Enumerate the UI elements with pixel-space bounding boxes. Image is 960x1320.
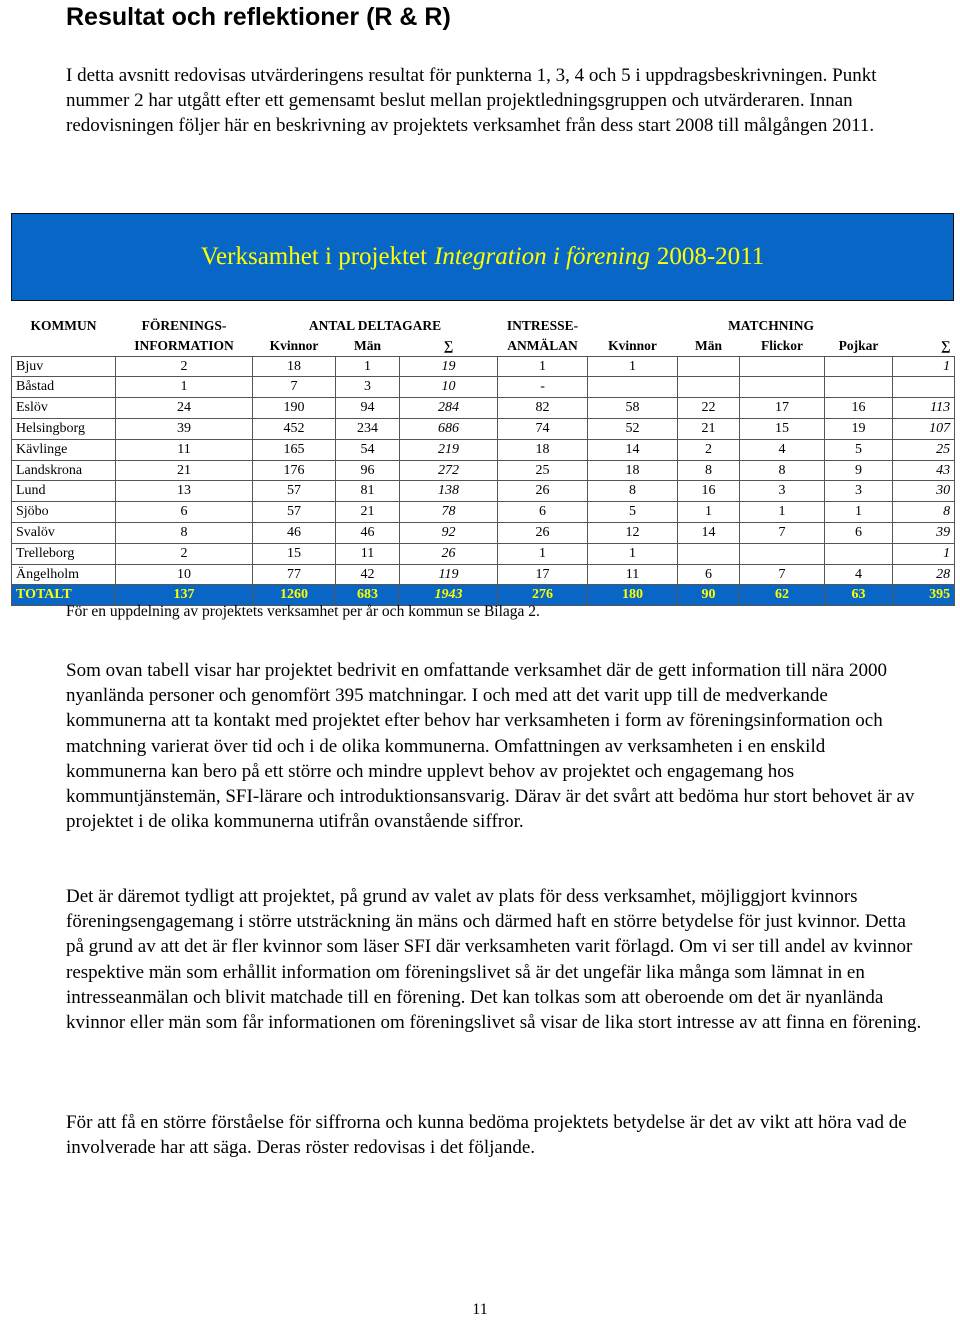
cell-intresseanmalan: 18 [498, 439, 588, 460]
cell-intresseanmalan: 1 [498, 543, 588, 564]
header-man: Män [354, 337, 381, 353]
cell-matchning-flickor: 15 [740, 418, 825, 439]
cell-kommun: Bjuv [12, 356, 116, 377]
cell-matchning-kvinnor: 18 [588, 460, 678, 481]
cell-man: 54 [336, 439, 400, 460]
cell-matchning-kvinnor: 180 [588, 585, 678, 606]
cell-kommun: Lund [12, 481, 116, 502]
cell-intresseanmalan: 74 [498, 418, 588, 439]
cell-kvinnor: 57 [253, 502, 336, 523]
cell-matchning-kvinnor: 12 [588, 522, 678, 543]
cell-foreningsinfo: 2 [116, 356, 253, 377]
cell-matchning-kvinnor: 11 [588, 564, 678, 585]
cell-sum: 92 [400, 522, 498, 543]
activity-table [11, 316, 955, 606]
cell-matchning-man: 16 [678, 481, 740, 502]
cell-matchning-sum: 107 [893, 418, 955, 439]
header-foreningsinfo-2: INFORMATION [134, 337, 234, 353]
cell-intresseanmalan: 26 [498, 481, 588, 502]
cell-kommun: Eslöv [12, 398, 116, 419]
table-header-row-2 [12, 336, 955, 356]
cell-matchning-sum: 395 [893, 585, 955, 606]
cell-kommun: Ängelholm [12, 564, 116, 585]
cell-matchning-sum: 8 [893, 502, 955, 523]
cell-intresseanmalan: 82 [498, 398, 588, 419]
cell-man: 11 [336, 543, 400, 564]
cell-intresseanmalan: 26 [498, 522, 588, 543]
cell-foreningsinfo: 8 [116, 522, 253, 543]
cell-foreningsinfo: 6 [116, 502, 253, 523]
cell-matchning-flickor: 1 [740, 502, 825, 523]
header-kommun: KOMMUN [30, 318, 97, 333]
cell-man: 234 [336, 418, 400, 439]
header-matchning-pojkar: Pojkar [838, 337, 879, 353]
cell-sum: 272 [400, 460, 498, 481]
cell-kommun: Kävlinge [12, 439, 116, 460]
header-foreningsinfo: FÖRENINGS- [141, 318, 227, 333]
cell-man: 42 [336, 564, 400, 585]
table-row [12, 502, 955, 523]
cell-man: 96 [336, 460, 400, 481]
cell-man: 94 [336, 398, 400, 419]
header-matchning-sum: ∑ [940, 337, 951, 353]
cell-matchning-kvinnor: 58 [588, 398, 678, 419]
cell-kvinnor: 18 [253, 356, 336, 377]
body-paragraph-1: Som ovan tabell visar har projektet bedrivit en omfattande verksamhet där de gett information till nära 2000 nyanlända personer och genomfört 395 matchningar. I och med att det varit upp till de medverkande kommunerna att ta kontakt med projektet efter behov har verksamheten i form av föreningsinformation och matchning varierat över tid och i de olika kommunerna. Omfattningen av verksamheten i en enskild kommunerna kan bero på ett större och mindre upplevt behov av projektet och engagemang hos kommuntjänstemän, SFI-lärare och introduktionsansvarig. Därav är det svårt att bedöma hur stort behovet är av projektet i de olika kommunerna utifrån ovanstående siffror. [66, 660, 915, 833]
cell-kommun: Båstad [12, 377, 116, 398]
page-heading: Resultat och reflektioner (R & R) [66, 3, 451, 31]
cell-man: 46 [336, 522, 400, 543]
cell-matchning-man: 14 [678, 522, 740, 543]
cell-matchning-sum: 43 [893, 460, 955, 481]
page-number: 11 [472, 1301, 488, 1318]
cell-matchning-man: 6 [678, 564, 740, 585]
cell-foreningsinfo: 13 [116, 481, 253, 502]
cell-matchning-flickor: 62 [740, 585, 825, 606]
cell-matchning-flickor: 4 [740, 439, 825, 460]
cell-kvinnor: 176 [253, 460, 336, 481]
table-row [12, 418, 955, 439]
banner-title-pre: Verksamhet i projektet [200, 243, 428, 270]
cell-kvinnor: 165 [253, 439, 336, 460]
cell-sum: 686 [400, 418, 498, 439]
cell-matchning-kvinnor [588, 377, 678, 398]
cell-foreningsinfo: 2 [116, 543, 253, 564]
cell-matchning-sum: 30 [893, 481, 955, 502]
cell-sum: 26 [400, 543, 498, 564]
cell-matchning-sum [893, 377, 955, 398]
table-title-banner [11, 213, 954, 301]
cell-matchning-pojkar: 1 [825, 502, 893, 523]
cell-intresseanmalan: 25 [498, 460, 588, 481]
cell-matchning-pojkar: 4 [825, 564, 893, 585]
cell-matchning-sum: 25 [893, 439, 955, 460]
table-row [12, 543, 955, 564]
cell-sum: 19 [400, 356, 498, 377]
cell-kvinnor: 7 [253, 377, 336, 398]
cell-sum: 119 [400, 564, 498, 585]
header-kvinnor: Kvinnor [269, 337, 319, 353]
cell-man: 683 [336, 585, 400, 606]
cell-man: 21 [336, 502, 400, 523]
cell-matchning-pojkar: 3 [825, 481, 893, 502]
cell-matchning-man: 22 [678, 398, 740, 419]
cell-matchning-pojkar: 9 [825, 460, 893, 481]
cell-intresseanmalan: 17 [498, 564, 588, 585]
cell-matchning-kvinnor: 5 [588, 502, 678, 523]
table-row [12, 377, 955, 398]
table-footnote: För en uppdelning av projektets verksamhet per år och kommun se Bilaga 2. [66, 603, 540, 620]
cell-sum: 219 [400, 439, 498, 460]
cell-kvinnor: 57 [253, 481, 336, 502]
body-paragraph-2: Det är däremot tydligt att projektet, på grund av valet av plats för dess verksamhet, möjliggjort kvinnors föreningsengagemang i större utsträckning än mäns och därmed haft en större betydelse för just kvinnor. Detta på grund av att det är fler kvinnor som läser SFI där verksamheten varit förlagd. Om vi ser till andel av kvinnor respektive män som erhållit information om föreningslivet så är det ungefär lika många som lämnat in en intresseanmälan och blivit matchade till en förening. Det kan tolkas som att oberoende om det är nyanlända kvinnor eller män som får informationen om föreningslivet så visar de lika stort intresse av att finna en förening. [66, 886, 922, 1034]
cell-matchning-man: 8 [678, 460, 740, 481]
cell-matchning-flickor: 3 [740, 481, 825, 502]
cell-matchning-flickor: 7 [740, 522, 825, 543]
table-header-row-1 [12, 316, 955, 336]
cell-foreningsinfo: 11 [116, 439, 253, 460]
cell-matchning-pojkar: 19 [825, 418, 893, 439]
cell-kommun: Sjöbo [12, 502, 116, 523]
cell-matchning-sum: 113 [893, 398, 955, 419]
cell-foreningsinfo: 24 [116, 398, 253, 419]
cell-matchning-flickor: 17 [740, 398, 825, 419]
cell-kvinnor: 46 [253, 522, 336, 543]
cell-intresseanmalan: 6 [498, 502, 588, 523]
body-paragraph-3: För att få en större förståelse för siffrorna och kunna bedöma projektets betydelse är det av vikt att höra vad de involverade har att säga. Deras röster redovisas i det följande. [66, 1112, 907, 1159]
cell-matchning-sum: 39 [893, 522, 955, 543]
cell-matchning-pojkar [825, 377, 893, 398]
header-matchning-man: Män [695, 337, 723, 353]
intro-paragraph: I detta avsnitt redovisas utvärderingens resultat för punkterna 1, 3, 4 och 5 i uppdragsbeskrivningen. Punkt nummer 2 har utgått efter ett gemensamt beslut mellan projektledningsgruppen och utvärderaren. Innan redovisningen följer här en beskrivning av projektets verksamhet från dess start 2008 till målgången 2011. [66, 65, 877, 137]
cell-sum: 138 [400, 481, 498, 502]
header-matchning: MATCHNING [728, 318, 815, 333]
cell-foreningsinfo: 137 [116, 585, 253, 606]
cell-matchning-flickor: 8 [740, 460, 825, 481]
cell-matchning-sum: 1 [893, 543, 955, 564]
header-sum: ∑ [443, 337, 454, 353]
cell-matchning-pojkar [825, 543, 893, 564]
banner-title-years: 2008-2011 [656, 243, 765, 270]
cell-matchning-pojkar [825, 356, 893, 377]
cell-kommun: Svalöv [12, 522, 116, 543]
cell-kommun: TOTALT [12, 585, 116, 606]
header-intresseanmalan-2: ANMÄLAN [507, 337, 578, 353]
cell-kommun: Landskrona [12, 460, 116, 481]
cell-matchning-flickor [740, 356, 825, 377]
cell-intresseanmalan: 276 [498, 585, 588, 606]
cell-matchning-man: 21 [678, 418, 740, 439]
header-antal-deltagare: ANTAL DELTAGARE [308, 318, 442, 333]
cell-kvinnor: 452 [253, 418, 336, 439]
cell-sum: 284 [400, 398, 498, 419]
cell-matchning-flickor [740, 377, 825, 398]
cell-sum: 78 [400, 502, 498, 523]
table-row [12, 522, 955, 543]
cell-matchning-pojkar: 5 [825, 439, 893, 460]
table-row [12, 356, 955, 377]
cell-matchning-man: 90 [678, 585, 740, 606]
header-intresseanmalan: INTRESSE- [506, 318, 579, 333]
cell-matchning-kvinnor: 14 [588, 439, 678, 460]
cell-matchning-man [678, 377, 740, 398]
cell-matchning-pojkar: 16 [825, 398, 893, 419]
cell-matchning-flickor: 7 [740, 564, 825, 585]
header-empty [12, 336, 116, 356]
table-row [12, 481, 955, 502]
cell-matchning-man [678, 543, 740, 564]
cell-matchning-man: 1 [678, 502, 740, 523]
header-matchning-kvinnor: Kvinnor [608, 337, 657, 353]
cell-foreningsinfo: 39 [116, 418, 253, 439]
cell-intresseanmalan: 1 [498, 356, 588, 377]
table-row [12, 564, 955, 585]
cell-man: 1 [336, 356, 400, 377]
cell-kommun: Trelleborg [12, 543, 116, 564]
header-matchning-flickor: Flickor [761, 337, 804, 353]
cell-man: 3 [336, 377, 400, 398]
table-row [12, 460, 955, 481]
cell-matchning-man [678, 356, 740, 377]
cell-foreningsinfo: 10 [116, 564, 253, 585]
cell-kvinnor: 190 [253, 398, 336, 419]
cell-matchning-sum: 28 [893, 564, 955, 585]
cell-sum: 1943 [400, 585, 498, 606]
cell-kvinnor: 1260 [253, 585, 336, 606]
cell-matchning-man: 2 [678, 439, 740, 460]
cell-man: 81 [336, 481, 400, 502]
cell-foreningsinfo: 21 [116, 460, 253, 481]
table-row [12, 439, 955, 460]
cell-kvinnor: 15 [253, 543, 336, 564]
table-row [12, 398, 955, 419]
cell-kvinnor: 77 [253, 564, 336, 585]
banner-title-project: Integration i förening [434, 243, 650, 270]
cell-matchning-sum: 1 [893, 356, 955, 377]
cell-matchning-pojkar: 6 [825, 522, 893, 543]
cell-matchning-flickor [740, 543, 825, 564]
cell-matchning-kvinnor: 1 [588, 543, 678, 564]
cell-matchning-kvinnor: 8 [588, 481, 678, 502]
cell-kommun: Helsingborg [12, 418, 116, 439]
cell-intresseanmalan: - [498, 377, 588, 398]
cell-matchning-pojkar: 63 [825, 585, 893, 606]
cell-matchning-kvinnor: 1 [588, 356, 678, 377]
cell-matchning-kvinnor: 52 [588, 418, 678, 439]
cell-sum: 10 [400, 377, 498, 398]
cell-foreningsinfo: 1 [116, 377, 253, 398]
